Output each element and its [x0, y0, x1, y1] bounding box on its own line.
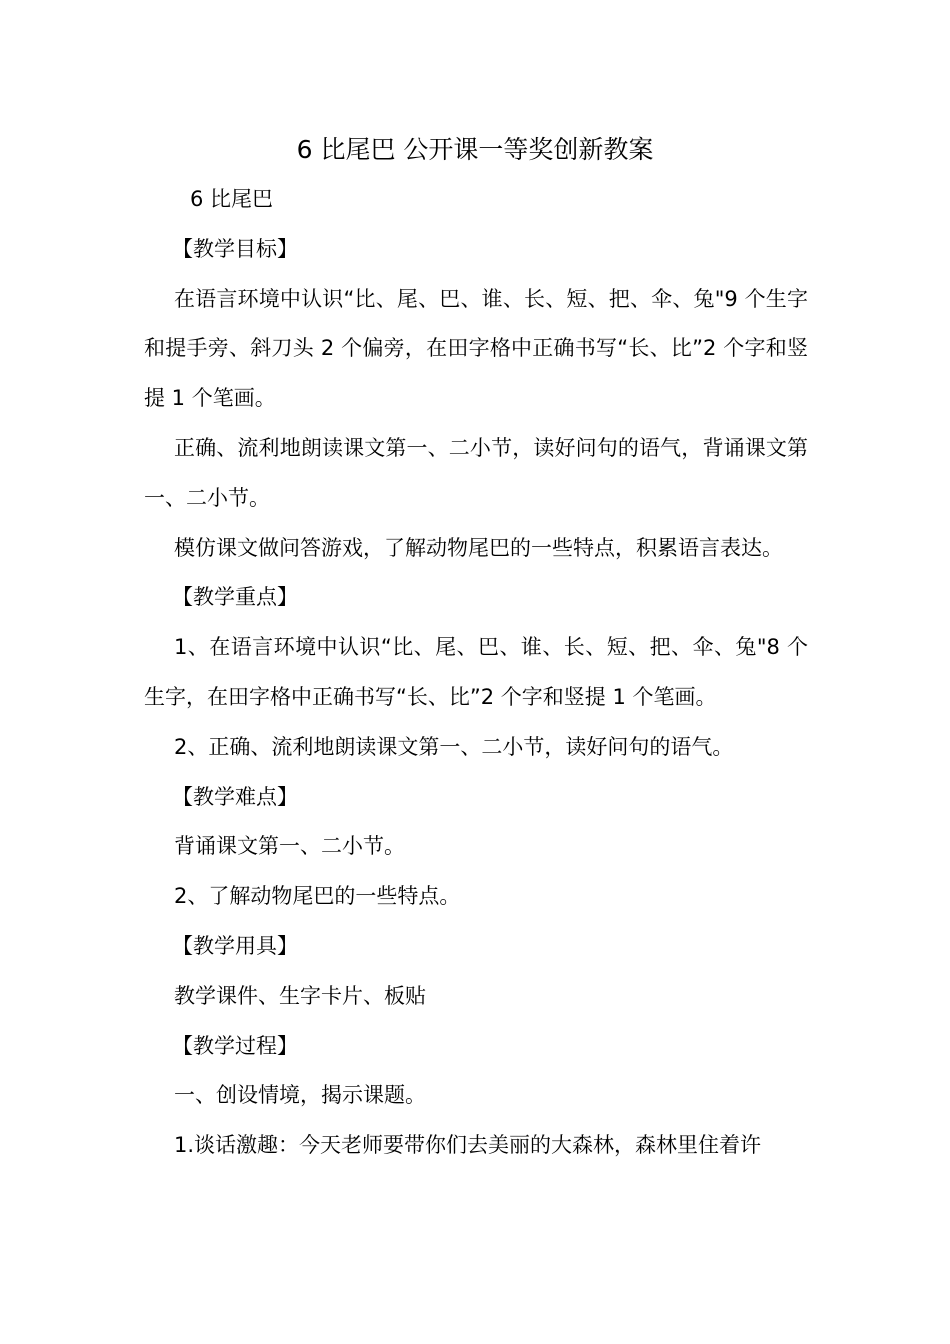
document-title: 6 比尾巴 公开课一等奖创新教案: [296, 135, 654, 164]
section-heading-tools: 【教学用具】: [172, 933, 298, 958]
paragraph-process-step-1: 一、创设情境，揭示课题。: [174, 1083, 426, 1108]
paragraph-objective-1: 在语言环境中认识“比、尾、巴、谁、长、短、把、伞、兔"9 个生字和提手旁、斜刀头 2 个偏旁，在田字格中正确书写“长、比”2 个字和竖提 1 个笔画。: [144, 286, 808, 411]
paragraph-difficulty-1: 背诵课文第一、二小节。: [174, 834, 405, 859]
paragraph-key-point-2: 2、正确、流利地朗读课文第一、二小节，读好问句的语气。: [174, 734, 734, 759]
paragraph-tools: 教学课件、生字卡片、板贴: [174, 983, 426, 1008]
paragraph-difficulty-2: 2、了解动物尾巴的一些特点。: [174, 884, 461, 909]
section-heading-key-points: 【教学重点】: [172, 585, 298, 610]
paragraph-key-point-1: 1、在语言环境中认识“比、尾、巴、谁、长、短、把、伞、兔"8 个生字，在田字格中正确书写“长、比”2 个字和竖提 1 个笔画。: [144, 635, 808, 709]
document-body: [144, 175, 808, 1171]
paragraph-objective-3: 模仿课文做问答游戏，了解动物尾巴的一些特点，积累语言表达。: [174, 535, 783, 560]
section-heading-objectives: 【教学目标】: [172, 236, 298, 261]
section-heading-difficulties: 【教学难点】: [172, 784, 298, 809]
paragraph-process-step-1-1: 1.谈话激趣：今天老师要带你们去美丽的大森林，森林里住着许: [174, 1133, 762, 1158]
section-heading-process: 【教学过程】: [172, 1033, 298, 1058]
lesson-heading: 6 比尾巴: [190, 187, 274, 211]
paragraph-objective-2: 正确、流利地朗读课文第一、二小节，读好问句的语气，背诵课文第一、二小节。: [144, 435, 808, 510]
